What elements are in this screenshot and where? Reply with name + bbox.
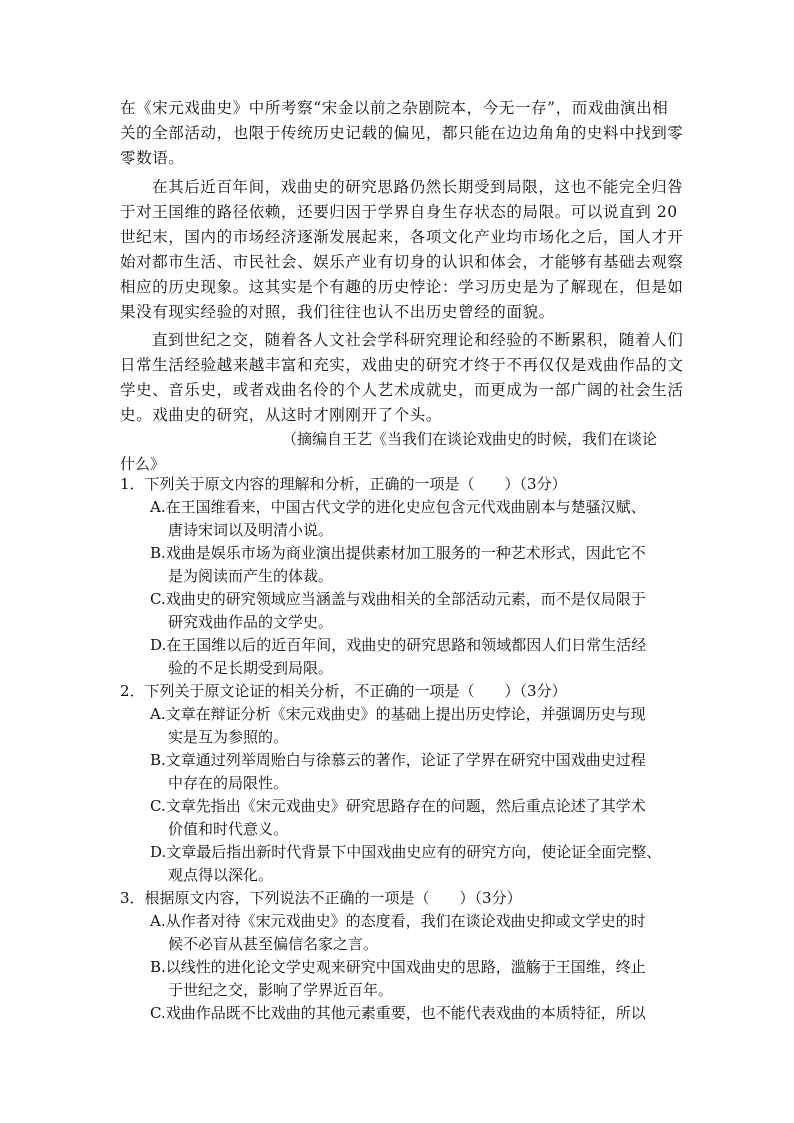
question-3-option-b [150, 956, 646, 1002]
text-line: 世纪末，国内的市场经济逐渐发展起来，各项文化产业均市场化之后，国人才开 [120, 228, 684, 246]
text-line: 在《宋元戏曲史》中所考察“宋金以前之杂剧院本，今无一存”，而戏曲演出相 [120, 99, 669, 117]
text-line: 于对王国维的路径依赖，还要归因于学界自身生存状态的局限。可以说直到 20 [120, 203, 678, 221]
question-3-option-c [150, 1002, 646, 1025]
option-text: 于世纪之交，影响了学界近百年。 [168, 981, 394, 999]
text-line: 始对都市生活、市民社会、娱乐产业有切身的认识和体会，才能够有基础去观察 [120, 253, 684, 271]
text-line: 在其后近百年间，戏曲史的研究思路仍然长期受到局限，这也不能完全归咎 [152, 178, 684, 196]
question-3-option-a [150, 910, 646, 956]
option-text: D.文章最后指出新时代背景下中国戏曲史应有的研究方向，使论证全面完整、 [150, 843, 662, 861]
question-1-option-c [150, 588, 646, 634]
option-text: 唐诗宋词以及明清小说。 [168, 521, 334, 539]
option-text: A.从作者对待《宋元戏曲史》的态度看，我们在谈论戏曲史抑或文学史的时 [150, 912, 646, 930]
source-citation [120, 427, 690, 477]
option-text: C.文章先指出《宋元戏曲史》研究思路存在的问题，然后重点论述了其学术 [150, 797, 646, 815]
question-3-stem: 3．根据原文内容，下列说法不正确的一项是（ ）（3分） [120, 889, 522, 907]
option-text: 研究戏曲作品的文学史。 [168, 613, 334, 631]
question-1-option-a [150, 496, 646, 542]
option-text: B.以线性的进化论文学史观来研究中国戏曲史的思路，滥觞于王国维，终止 [150, 958, 646, 976]
text-line: 史。戏曲史的研究，从这时才刚刚开了个头。 [120, 406, 443, 424]
text-line: 果没有现实经验的对照，我们往往也认不出历史曾经的面貌。 [120, 303, 555, 321]
option-text: C.戏曲史的研究领域应当涵盖与戏曲相关的全部活动元素，而不是仅局限于 [150, 590, 646, 608]
question-2-option-b [150, 749, 646, 795]
text-line: 直到世纪之交，随着各人文社会学科研究理论和经验的不断累积，随着人们 [152, 331, 684, 349]
text-line: 零数语。 [120, 149, 185, 167]
option-text: 是为阅读而产生的体裁。 [168, 567, 334, 585]
text-line: 学史、音乐史，或者戏曲名伶的个人艺术成就史，而更成为一部广阔的社会生活 [120, 381, 684, 399]
text-line: 关的全部活动，也限于传统历史记载的偏见，都只能在边边角角的史料中找到零 [120, 124, 684, 142]
question-1-option-d [150, 634, 646, 680]
citation-line: 什么》 [120, 455, 166, 473]
question-2-stem: 2．下列关于原文论证的相关分析，不正确的一项是（ ）（3分） [120, 682, 567, 700]
passage-paragraph-1 [120, 96, 684, 171]
option-text: 价值和时代意义。 [168, 820, 289, 838]
question-2-option-d [150, 841, 661, 887]
passage-paragraph-3 [120, 328, 684, 428]
option-text: 中存在的局限性。 [168, 774, 289, 792]
question-2-option-a [150, 703, 646, 749]
question-2-option-c [150, 795, 646, 841]
question-1-stem: 1．下列关于原文内容的理解和分析，正确的一项是（ ）（3分） [120, 475, 567, 493]
option-text: 候不必盲从甚至偏信名家之言。 [168, 935, 379, 953]
question-1-option-b [150, 542, 646, 588]
citation-line: （摘编自王艺《当我们在谈论戏曲史的时候，我们在谈论 [282, 430, 658, 448]
option-text: 观点得以深化。 [168, 866, 274, 884]
option-text: 实是互为参照的。 [168, 728, 289, 746]
text-line: 相应的历史现象。这其实是个有趣的历史悖论：学习历史是为了解现在，但是如 [120, 278, 684, 296]
option-text: B.戏曲是娱乐市场为商业演出提供素材加工服务的一种艺术形式，因此它不 [150, 544, 646, 562]
option-text: B.文章通过列举周贻白与徐慕云的著作，论证了学界在研究中国戏曲史过程 [150, 751, 646, 769]
option-text: A.在王国维看来，中国古代文学的进化史应包含元代戏曲剧本与楚骚汉赋、 [150, 498, 646, 516]
text-line: 日常生活经验越来越丰富和充实，戏曲史的研究才终于不再仅仅是戏曲作品的文 [120, 356, 684, 374]
option-text: A.文章在辩证分析《宋元戏曲史》的基础上提出历史悖论，并强调历史与现 [150, 705, 646, 723]
option-text: C.戏曲作品既不比戏曲的其他元素重要，也不能代表戏曲的本质特征，所以 [150, 1004, 646, 1022]
option-text: D.在王国维以后的近百年间，戏曲史的研究思路和领域都因人们日常生活经 [150, 636, 647, 654]
option-text: 验的不足长期受到局限。 [168, 659, 334, 677]
passage-paragraph-2 [120, 175, 684, 325]
